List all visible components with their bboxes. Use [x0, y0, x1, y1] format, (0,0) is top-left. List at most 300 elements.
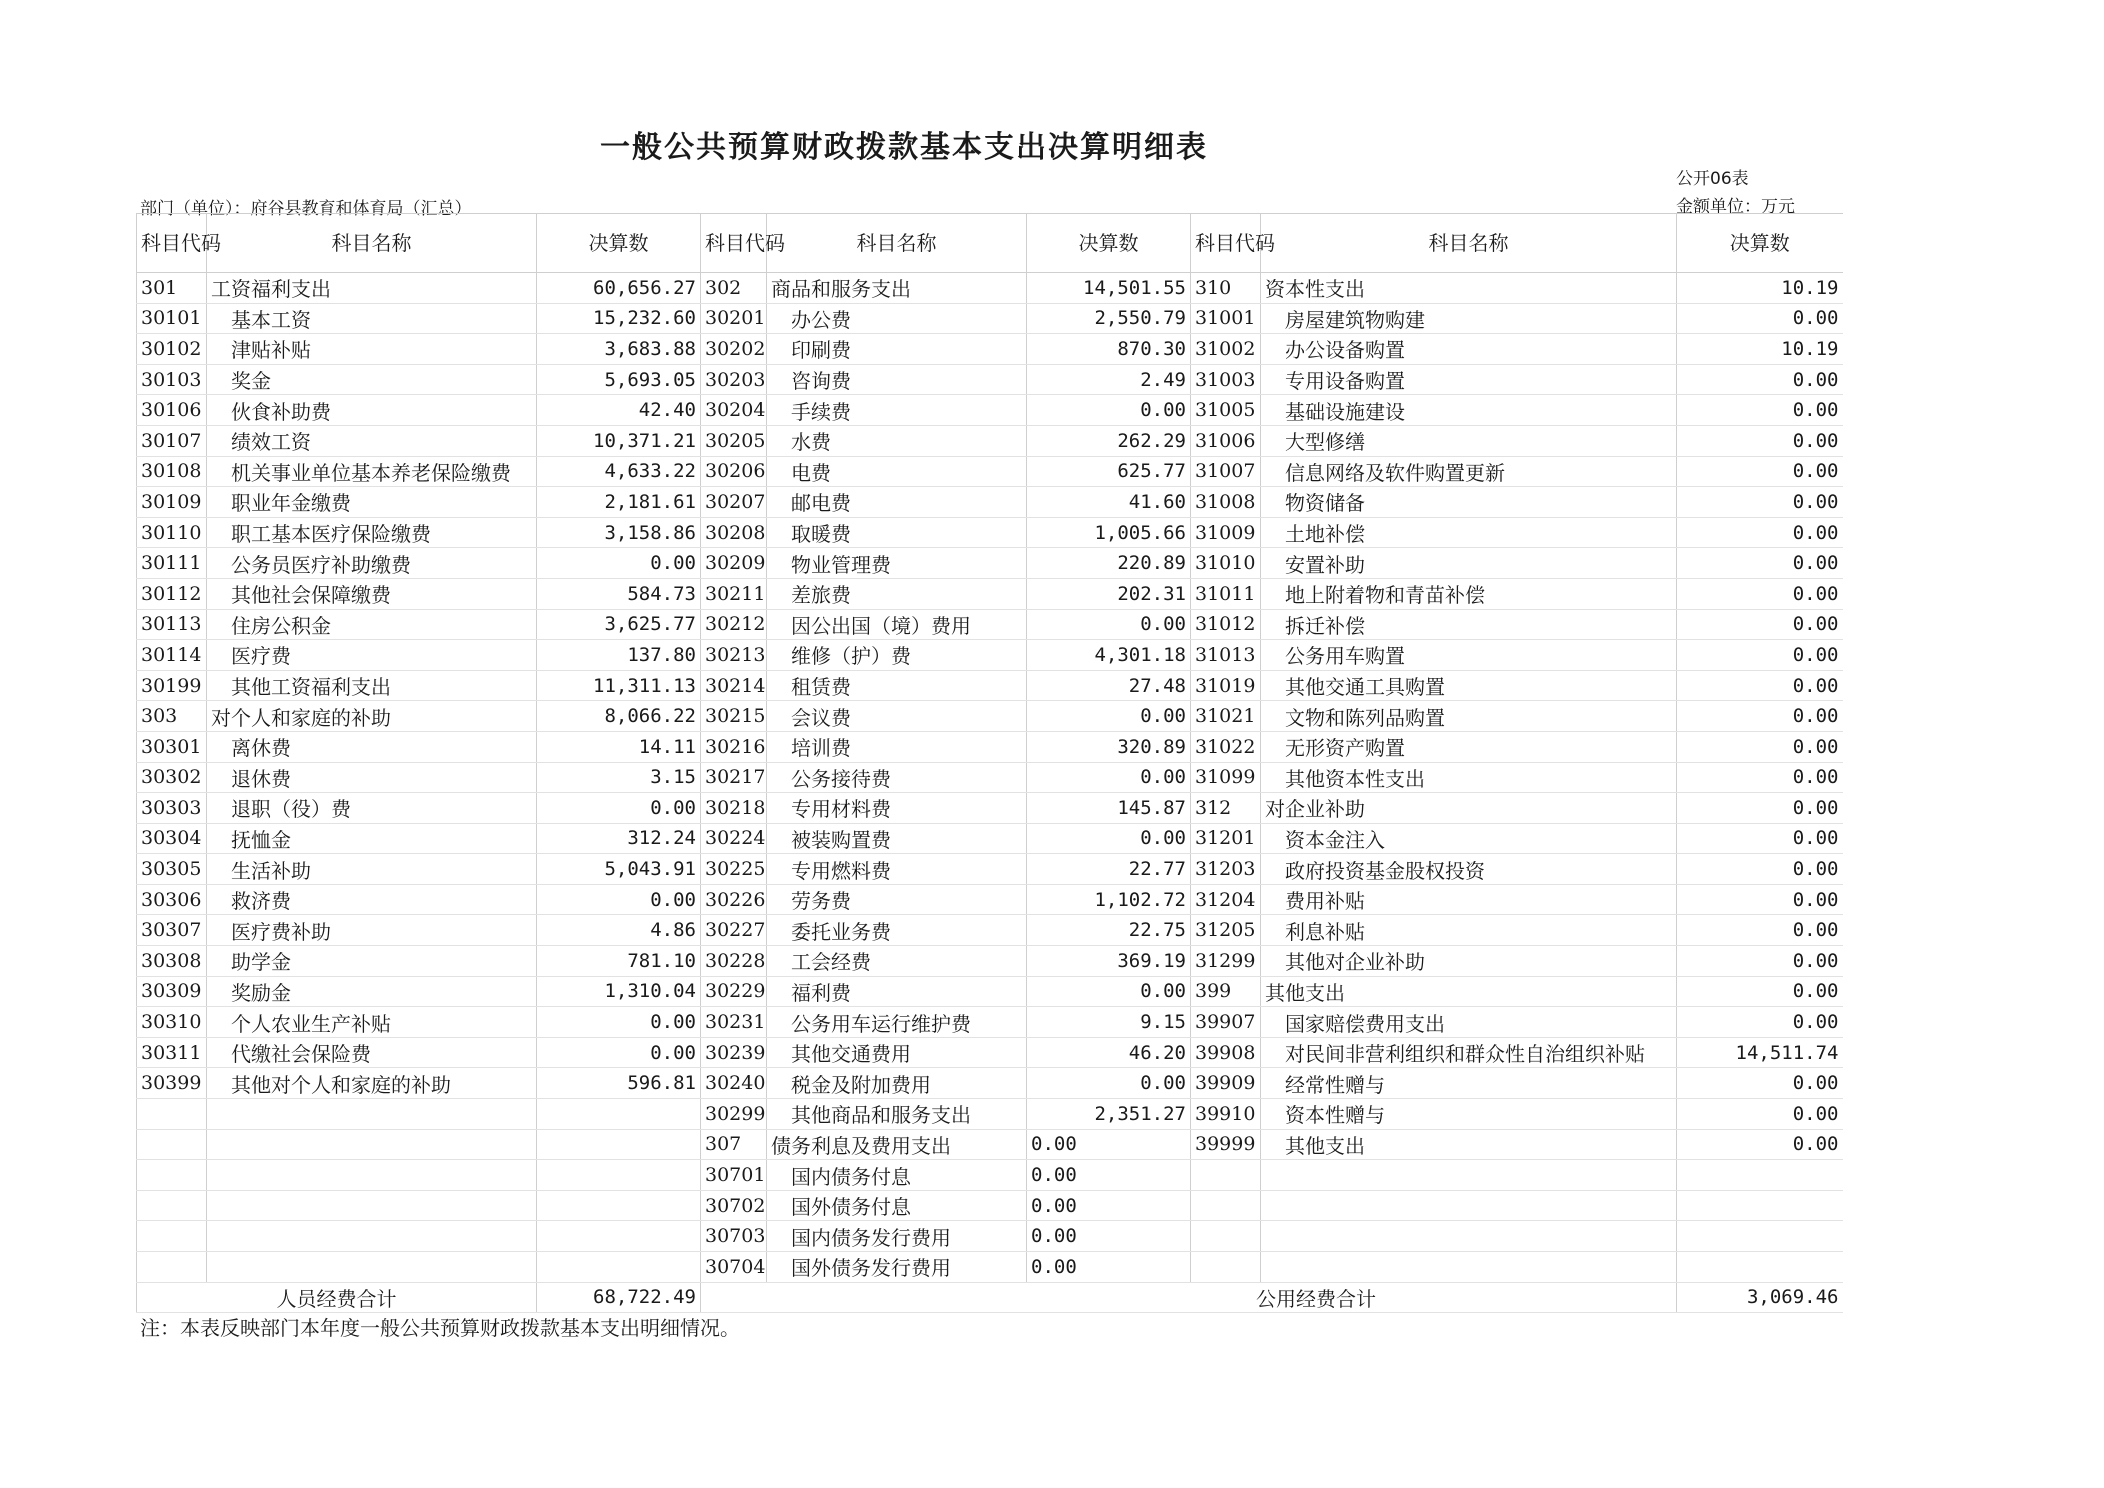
subject-code: 30399: [137, 1068, 207, 1099]
subject-code: 30306: [137, 884, 207, 915]
subject-code: 301: [137, 273, 207, 304]
subject-amount: 0.00: [537, 1007, 701, 1038]
table-row: [137, 915, 1843, 946]
subject-name: 退职（役）费: [207, 793, 537, 824]
subject-name: 工会经费: [767, 946, 1027, 977]
subject-code: 302: [701, 273, 767, 304]
subject-amount: 42.40: [537, 395, 701, 426]
subject-amount: 0.00: [1677, 1068, 1843, 1099]
subject-name: [207, 1099, 537, 1130]
table-row: [137, 701, 1843, 732]
subject-code: 39909: [1191, 1068, 1261, 1099]
subject-code: [1191, 1160, 1261, 1191]
header-name-3: 科目名称: [1261, 214, 1677, 273]
header-code-3: 科目代码: [1191, 214, 1261, 273]
subject-amount: 3,158.86: [537, 517, 701, 548]
subject-name: 办公设备购置: [1261, 334, 1677, 365]
subject-code: 30214: [701, 670, 767, 701]
public-total-amount: 3,069.46: [1677, 1282, 1843, 1313]
table-row: [137, 793, 1843, 824]
subject-name: 商品和服务支出: [767, 273, 1027, 304]
subject-name: 资本性赠与: [1261, 1099, 1677, 1130]
subject-amount: 0.00: [1677, 487, 1843, 518]
subject-code: [137, 1129, 207, 1160]
subject-amount: 0.00: [1677, 303, 1843, 334]
subject-amount: 5,043.91: [537, 854, 701, 885]
subject-name: 对民间非营利组织和群众性自治组织补贴: [1261, 1037, 1677, 1068]
subject-name: 救济费: [207, 884, 537, 915]
subject-name: 印刷费: [767, 334, 1027, 365]
table-row: [137, 578, 1843, 609]
subject-name: 税金及附加费用: [767, 1068, 1027, 1099]
subject-amount: 0.00: [1677, 915, 1843, 946]
subject-code: [1191, 1252, 1261, 1283]
subject-name: 国内债务付息: [767, 1160, 1027, 1191]
table-row: [137, 762, 1843, 793]
subject-code: 30299: [701, 1099, 767, 1130]
subject-name: 其他社会保障缴费: [207, 578, 537, 609]
table-row: [137, 884, 1843, 915]
subject-amount: 8,066.22: [537, 701, 701, 732]
subject-code: 30108: [137, 456, 207, 487]
subject-code: 31009: [1191, 517, 1261, 548]
subject-code: 30703: [701, 1221, 767, 1252]
subject-code: 30203: [701, 364, 767, 395]
subject-amount: [1677, 1160, 1843, 1191]
subject-amount: [1677, 1221, 1843, 1252]
subject-amount: 0.00: [1677, 1129, 1843, 1160]
table-row: [137, 1037, 1843, 1068]
subject-code: 312: [1191, 793, 1261, 824]
subject-code: 31204: [1191, 884, 1261, 915]
subject-code: 30225: [701, 854, 767, 885]
subject-amount: 0.00: [1027, 1160, 1191, 1191]
subject-amount: [537, 1190, 701, 1221]
subject-amount: 10,371.21: [537, 425, 701, 456]
subject-code: 30107: [137, 425, 207, 456]
subject-amount: 0.00: [1027, 1252, 1191, 1283]
subject-code: [1191, 1190, 1261, 1221]
subject-name: 退休费: [207, 762, 537, 793]
table-row: [137, 1221, 1843, 1252]
subject-amount: 0.00: [1677, 884, 1843, 915]
subject-code: 303: [137, 701, 207, 732]
header-amount-1: 决算数: [537, 214, 701, 273]
subject-name: 专用燃料费: [767, 854, 1027, 885]
subject-name: 维修（护）费: [767, 640, 1027, 671]
subject-name: 医疗费: [207, 640, 537, 671]
subject-name: 职工基本医疗保险缴费: [207, 517, 537, 548]
subject-code: 30231: [701, 1007, 767, 1038]
subject-name: 专用材料费: [767, 793, 1027, 824]
subject-amount: 2.49: [1027, 364, 1191, 395]
subject-code: 30217: [701, 762, 767, 793]
subject-name: 政府投资基金股权投资: [1261, 854, 1677, 885]
table-row: [137, 487, 1843, 518]
subject-code: [137, 1190, 207, 1221]
subject-code: 39999: [1191, 1129, 1261, 1160]
subject-code: 310: [1191, 273, 1261, 304]
subject-name: [207, 1160, 537, 1191]
subject-name: 离休费: [207, 731, 537, 762]
table-row: [137, 731, 1843, 762]
table-row: [137, 303, 1843, 334]
subject-code: 30212: [701, 609, 767, 640]
subject-amount: 14,511.74: [1677, 1037, 1843, 1068]
subject-code: 30226: [701, 884, 767, 915]
table-row: [137, 670, 1843, 701]
subject-code: 30202: [701, 334, 767, 365]
subject-name: 其他支出: [1261, 976, 1677, 1007]
subject-name: 租赁费: [767, 670, 1027, 701]
subject-name: 委托业务费: [767, 915, 1027, 946]
subject-amount: 0.00: [1027, 701, 1191, 732]
table-row: [137, 640, 1843, 671]
subject-amount: 0.00: [537, 548, 701, 579]
subject-code: [137, 1252, 207, 1283]
table-body: [137, 273, 1843, 1283]
subject-code: 30201: [701, 303, 767, 334]
subject-name: 大型修缮: [1261, 425, 1677, 456]
table-row: [137, 854, 1843, 885]
subject-code: 30310: [137, 1007, 207, 1038]
subject-name: 劳务费: [767, 884, 1027, 915]
subject-code: 30199: [137, 670, 207, 701]
subject-code: 31012: [1191, 609, 1261, 640]
subject-code: 31003: [1191, 364, 1261, 395]
subject-amount: 0.00: [1677, 456, 1843, 487]
subject-code: 30209: [701, 548, 767, 579]
subject-amount: 369.19: [1027, 946, 1191, 977]
subject-amount: 3,683.88: [537, 334, 701, 365]
subject-code: 31299: [1191, 946, 1261, 977]
subject-code: 30111: [137, 548, 207, 579]
subject-name: 国家赔偿费用支出: [1261, 1007, 1677, 1038]
subject-amount: 0.00: [1677, 609, 1843, 640]
subject-amount: 320.89: [1027, 731, 1191, 762]
subject-amount: 0.00: [1027, 1190, 1191, 1221]
subject-code: 31008: [1191, 487, 1261, 518]
header-name-2: 科目名称: [767, 214, 1027, 273]
subject-amount: 22.77: [1027, 854, 1191, 885]
header-amount-2: 决算数: [1027, 214, 1191, 273]
table-row: [137, 946, 1843, 977]
department-label: 部门（单位）：府谷县教育和体育局（汇总）: [140, 199, 472, 219]
subject-amount: 0.00: [537, 793, 701, 824]
subject-name: 国内债务发行费用: [767, 1221, 1027, 1252]
subject-amount: 0.00: [1677, 946, 1843, 977]
subject-name: [207, 1252, 537, 1283]
table-row: [137, 1068, 1843, 1099]
subject-code: 31022: [1191, 731, 1261, 762]
subject-amount: 0.00: [1027, 823, 1191, 854]
subject-code: 30213: [701, 640, 767, 671]
subject-amount: 0.00: [1677, 976, 1843, 1007]
subject-amount: 1,310.04: [537, 976, 701, 1007]
subject-name: 国外债务发行费用: [767, 1252, 1027, 1283]
subject-code: 307: [701, 1129, 767, 1160]
subject-amount: 60,656.27: [537, 273, 701, 304]
subject-amount: 0.00: [1027, 762, 1191, 793]
table-row: [137, 517, 1843, 548]
subject-name: 其他交通工具购置: [1261, 670, 1677, 701]
subject-code: 30215: [701, 701, 767, 732]
subject-code: 30101: [137, 303, 207, 334]
subject-code: 39907: [1191, 1007, 1261, 1038]
subject-code: 30229: [701, 976, 767, 1007]
subject-code: 30302: [137, 762, 207, 793]
subject-name: 医疗费补助: [207, 915, 537, 946]
subject-amount: 0.00: [1027, 976, 1191, 1007]
subject-code: 31005: [1191, 395, 1261, 426]
subject-name: 对企业补助: [1261, 793, 1677, 824]
subject-amount: 0.00: [1027, 609, 1191, 640]
subject-code: 30240: [701, 1068, 767, 1099]
subject-code: 30205: [701, 425, 767, 456]
subject-amount: 1,102.72: [1027, 884, 1191, 915]
subject-name: [1261, 1221, 1677, 1252]
subject-name: 公务接待费: [767, 762, 1027, 793]
subject-amount: 11,311.13: [537, 670, 701, 701]
subject-name: 利息补贴: [1261, 915, 1677, 946]
header-code-2: 科目代码: [701, 214, 767, 273]
subject-name: 物资储备: [1261, 487, 1677, 518]
header-code-1: 科目代码: [137, 214, 207, 273]
subject-code: 30112: [137, 578, 207, 609]
subject-name: 其他商品和服务支出: [767, 1099, 1027, 1130]
subject-code: 31006: [1191, 425, 1261, 456]
subject-code: 30224: [701, 823, 767, 854]
subject-amount: [537, 1099, 701, 1130]
subject-name: 水费: [767, 425, 1027, 456]
subject-code: 31201: [1191, 823, 1261, 854]
subject-name: 公务员医疗补助缴费: [207, 548, 537, 579]
subject-amount: 220.89: [1027, 548, 1191, 579]
subject-amount: 0.00: [1027, 1129, 1191, 1160]
subject-code: 30701: [701, 1160, 767, 1191]
subject-name: 土地补偿: [1261, 517, 1677, 548]
subject-amount: 0.00: [1677, 762, 1843, 793]
subject-name: 福利费: [767, 976, 1027, 1007]
subject-amount: 4,633.22: [537, 456, 701, 487]
table-row: [137, 1007, 1843, 1038]
subject-name: 邮电费: [767, 487, 1027, 518]
subject-amount: 596.81: [537, 1068, 701, 1099]
subject-code: [137, 1160, 207, 1191]
subject-name: 房屋建筑物购建: [1261, 303, 1677, 334]
subject-code: [1191, 1221, 1261, 1252]
subject-amount: 2,351.27: [1027, 1099, 1191, 1130]
subject-code: 30704: [701, 1252, 767, 1283]
subject-name: 其他对个人和家庭的补助: [207, 1068, 537, 1099]
subject-name: 会议费: [767, 701, 1027, 732]
subject-amount: 15,232.60: [537, 303, 701, 334]
subject-name: 个人农业生产补贴: [207, 1007, 537, 1038]
subject-amount: 9.15: [1027, 1007, 1191, 1038]
subject-name: 专用设备购置: [1261, 364, 1677, 395]
subject-name: 其他工资福利支出: [207, 670, 537, 701]
subject-code: 30103: [137, 364, 207, 395]
subject-name: 电费: [767, 456, 1027, 487]
subject-name: 资本金注入: [1261, 823, 1677, 854]
table-row: [137, 1160, 1843, 1191]
table-row: [137, 456, 1843, 487]
table-header-row: [137, 214, 1843, 273]
subject-amount: 2,181.61: [537, 487, 701, 518]
subject-code: 30204: [701, 395, 767, 426]
subject-name: 绩效工资: [207, 425, 537, 456]
subject-code: 30308: [137, 946, 207, 977]
page-title: 一般公共预算财政拨款基本支出决算明细表: [600, 130, 1208, 165]
subject-amount: 41.60: [1027, 487, 1191, 518]
subject-amount: [537, 1129, 701, 1160]
subject-code: 30102: [137, 334, 207, 365]
subject-code: 31013: [1191, 640, 1261, 671]
subject-code: 30113: [137, 609, 207, 640]
subject-name: 手续费: [767, 395, 1027, 426]
subject-amount: [537, 1252, 701, 1283]
subject-amount: 2,550.79: [1027, 303, 1191, 334]
subject-code: 30211: [701, 578, 767, 609]
subject-name: 咨询费: [767, 364, 1027, 395]
subject-amount: 10.19: [1677, 273, 1843, 304]
subject-code: 30303: [137, 793, 207, 824]
table-row: [137, 976, 1843, 1007]
subject-code: 31007: [1191, 456, 1261, 487]
subject-code: 30228: [701, 946, 767, 977]
subject-amount: 0.00: [1677, 425, 1843, 456]
table-row: [137, 609, 1843, 640]
subject-amount: 14.11: [537, 731, 701, 762]
subject-amount: 262.29: [1027, 425, 1191, 456]
subject-code: 30110: [137, 517, 207, 548]
subject-code: 30301: [137, 731, 207, 762]
subject-amount: 0.00: [537, 1037, 701, 1068]
footnote: 注：本表反映部门本年度一般公共预算财政拨款基本支出明细情况。: [140, 1316, 740, 1340]
subject-amount: [1677, 1252, 1843, 1283]
subject-name: 经常性赠与: [1261, 1068, 1677, 1099]
subject-code: 39908: [1191, 1037, 1261, 1068]
subject-name: [207, 1190, 537, 1221]
subject-amount: 0.00: [1677, 1007, 1843, 1038]
subject-name: 其他交通费用: [767, 1037, 1027, 1068]
subject-code: 31203: [1191, 854, 1261, 885]
table-row: [137, 334, 1843, 365]
subject-name: 债务利息及费用支出: [767, 1129, 1027, 1160]
subject-code: 30208: [701, 517, 767, 548]
subject-name: 津贴补贴: [207, 334, 537, 365]
subject-amount: 0.00: [1677, 1099, 1843, 1130]
subject-amount: 22.75: [1027, 915, 1191, 946]
subject-amount: 0.00: [1677, 854, 1843, 885]
subject-amount: 27.48: [1027, 670, 1191, 701]
subject-amount: 0.00: [1677, 823, 1843, 854]
subject-code: 31001: [1191, 303, 1261, 334]
subject-name: [1261, 1252, 1677, 1283]
subject-code: 30702: [701, 1190, 767, 1221]
subject-name: [1261, 1190, 1677, 1221]
subject-name: 培训费: [767, 731, 1027, 762]
subject-code: [137, 1099, 207, 1130]
subject-amount: 0.00: [1677, 701, 1843, 732]
subject-amount: 0.00: [1677, 670, 1843, 701]
subject-code: 39910: [1191, 1099, 1261, 1130]
subject-name: 其他对企业补助: [1261, 946, 1677, 977]
subject-code: 30227: [701, 915, 767, 946]
personnel-total-amount: 68,722.49: [537, 1282, 701, 1313]
subject-name: [207, 1221, 537, 1252]
table-row: [137, 273, 1843, 304]
subject-amount: 781.10: [537, 946, 701, 977]
subject-code: 31099: [1191, 762, 1261, 793]
subject-name: 助学金: [207, 946, 537, 977]
table-row: [137, 1190, 1843, 1221]
subject-name: 基本工资: [207, 303, 537, 334]
subject-amount: 870.30: [1027, 334, 1191, 365]
subject-name: 信息网络及软件购置更新: [1261, 456, 1677, 487]
subject-amount: 145.87: [1027, 793, 1191, 824]
subject-name: 奖金: [207, 364, 537, 395]
subject-amount: [537, 1221, 701, 1252]
subject-name: 被装购置费: [767, 823, 1027, 854]
subject-code: 30311: [137, 1037, 207, 1068]
subject-code: 31010: [1191, 548, 1261, 579]
form-number: 公开06表: [1676, 169, 1749, 189]
header-name-1: 科目名称: [207, 214, 537, 273]
subject-name: 伙食补助费: [207, 395, 537, 426]
table-row: [137, 823, 1843, 854]
subject-amount: 625.77: [1027, 456, 1191, 487]
subject-amount: 0.00: [1677, 548, 1843, 579]
subject-name: 工资福利支出: [207, 273, 537, 304]
subject-amount: 1,005.66: [1027, 517, 1191, 548]
table-row: [137, 1129, 1843, 1160]
subject-code: 30239: [701, 1037, 767, 1068]
subject-amount: 14,501.55: [1027, 273, 1191, 304]
subject-name: 拆迁补偿: [1261, 609, 1677, 640]
subject-code: [137, 1221, 207, 1252]
subject-name: 差旅费: [767, 578, 1027, 609]
unit-label: 金额单位：万元: [1676, 197, 1795, 217]
subject-name: [207, 1129, 537, 1160]
subject-name: 因公出国（境）费用: [767, 609, 1027, 640]
subject-amount: 584.73: [537, 578, 701, 609]
subject-code: 30114: [137, 640, 207, 671]
subject-name: 生活补助: [207, 854, 537, 885]
subject-code: 31019: [1191, 670, 1261, 701]
table-row: [137, 1252, 1843, 1283]
subject-code: 31002: [1191, 334, 1261, 365]
subject-name: 基础设施建设: [1261, 395, 1677, 426]
subject-amount: 137.80: [537, 640, 701, 671]
subject-code: 30218: [701, 793, 767, 824]
subject-name: 地上附着物和青苗补偿: [1261, 578, 1677, 609]
subject-code: 30207: [701, 487, 767, 518]
table-row: [137, 548, 1843, 579]
subject-name: 机关事业单位基本养老保险缴费: [207, 456, 537, 487]
header-amount-3: 决算数: [1677, 214, 1843, 273]
subject-name: 资本性支出: [1261, 273, 1677, 304]
subject-name: 无形资产购置: [1261, 731, 1677, 762]
subject-name: 公务用车运行维护费: [767, 1007, 1027, 1038]
subject-amount: 4.86: [537, 915, 701, 946]
subject-code: 31011: [1191, 578, 1261, 609]
subject-name: 代缴社会保险费: [207, 1037, 537, 1068]
table-row: [137, 395, 1843, 426]
subject-amount: 10.19: [1677, 334, 1843, 365]
subject-code: 30106: [137, 395, 207, 426]
subject-name: 办公费: [767, 303, 1027, 334]
